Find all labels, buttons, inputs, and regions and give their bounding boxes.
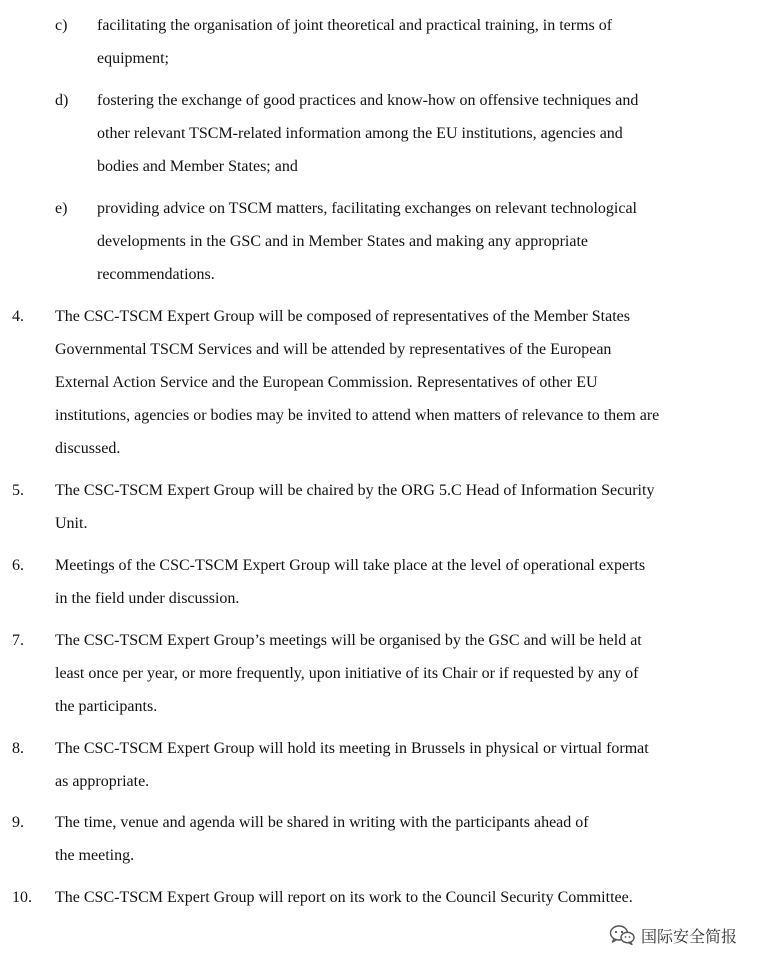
item-text: The CSC-TSCM Expert Group will hold its meeting in Brussels in physical or virtual format as appropriate.: [55, 740, 649, 790]
item-text: facilitating the organisation of joint theoretical and practical training, in terms of equipment;: [97, 17, 613, 67]
item-text: providing advice on TSCM matters, facilitating exchanges on relevant technological developments in the GSC and in Member States and making any appropriate recommendations.: [97, 200, 637, 283]
item-number: 7.: [12, 632, 24, 649]
item-number: 5.: [12, 482, 24, 499]
source-watermark: [609, 920, 737, 950]
item-text: fostering the exchange of good practices and know-how on offensive techniques and other relevant TSCM-related information among the EU institutions, agencies and bodies and Member States; and: [97, 92, 639, 175]
item-text: The CSC-TSCM Expert Group’s meetings will be organised by the GSC and will be held at least once per year, or more frequently, upon initiative of its Chair or if requested by any of the participants.: [55, 632, 642, 715]
item-marker: c): [55, 17, 68, 34]
item-marker: d): [55, 92, 69, 109]
item-text: The CSC-TSCM Expert Group will report on its work to the Council Security Committee.: [55, 889, 633, 906]
item-number: 8.: [12, 740, 24, 757]
item-number: 4.: [12, 308, 24, 325]
item-text: The time, venue and agenda will be shared in writing with the participants ahead of the meeting.: [55, 814, 589, 864]
item-text: The CSC-TSCM Expert Group will be chaired by the ORG 5.C Head of Information Security Unit.: [55, 482, 655, 532]
item-marker: e): [55, 200, 68, 217]
item-number: 10.: [12, 889, 32, 906]
item-number: 6.: [12, 557, 24, 574]
item-number: 9.: [12, 814, 24, 831]
source-label: 国际安全简报: [640, 926, 737, 946]
item-text: Meetings of the CSC-TSCM Expert Group will take place at the level of operational experts in the field under discussion.: [55, 557, 646, 607]
item-text: The CSC-TSCM Expert Group will be composed of representatives of the Member States Governmental TSCM Services and will be attended by representatives of the European External Action Service and the European Commission. Representatives of other EU institutions, agencies or bodies may be invited to attend when matters of relevance to them are discussed.: [55, 308, 660, 457]
wechat-icon: [609, 924, 635, 946]
